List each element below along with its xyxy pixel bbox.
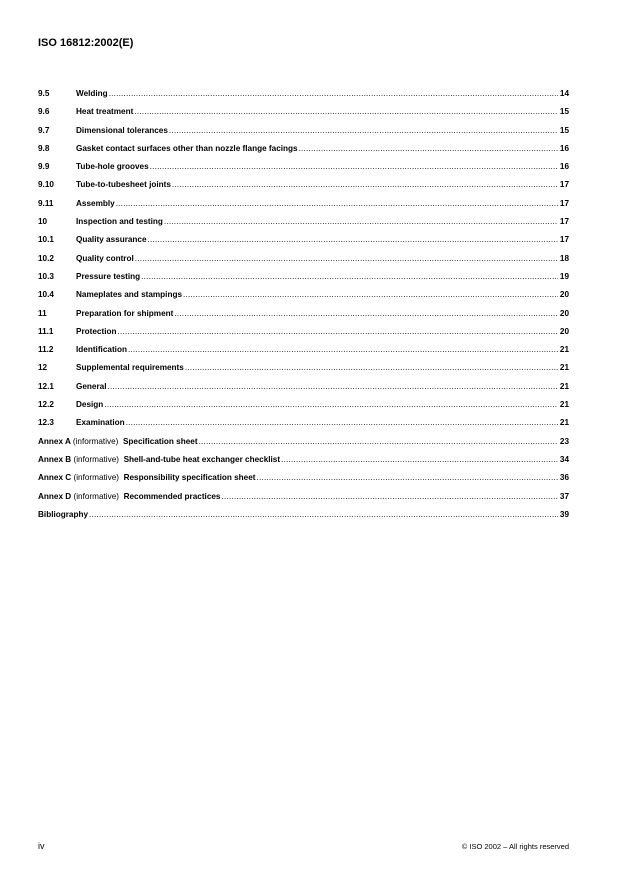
toc-entry[interactable] bbox=[38, 176, 569, 194]
toc-entry[interactable] bbox=[38, 140, 569, 158]
annex-label bbox=[38, 451, 124, 469]
dot-leader bbox=[150, 158, 558, 176]
dot-leader bbox=[134, 103, 558, 121]
toc-entry-page: 21 bbox=[559, 363, 569, 373]
toc-entry-page: 15 bbox=[559, 107, 569, 117]
toc-annex-entry[interactable] bbox=[38, 469, 569, 487]
toc-entry-number: 9.8 bbox=[38, 143, 50, 153]
toc-entry-number: 10.2 bbox=[38, 253, 54, 263]
toc-entry-page: 39 bbox=[559, 509, 569, 519]
toc-entry-title: Specification sheet bbox=[122, 436, 198, 446]
toc-entry-title: Gasket contact surfaces other than nozzle flange facings bbox=[76, 143, 298, 153]
toc-entry-title: Design bbox=[76, 400, 104, 410]
toc-bibliography-entry[interactable] bbox=[38, 506, 569, 524]
toc-entry-page: 14 bbox=[559, 89, 569, 98]
page-number: iv bbox=[38, 841, 45, 851]
dot-leader bbox=[104, 396, 558, 414]
toc-entry-title: Protection bbox=[76, 326, 117, 336]
annex-letter: Annex A bbox=[38, 436, 71, 446]
dot-leader bbox=[183, 286, 558, 304]
dot-leader bbox=[135, 250, 558, 268]
toc-entry-page: 21 bbox=[559, 400, 569, 410]
toc-entry-page: 17 bbox=[559, 235, 569, 245]
dot-leader bbox=[118, 323, 559, 341]
dot-leader bbox=[128, 341, 558, 359]
dot-leader bbox=[299, 140, 558, 158]
table-of-contents bbox=[38, 85, 569, 524]
toc-entry[interactable] bbox=[38, 341, 569, 359]
dot-leader bbox=[116, 195, 558, 213]
toc-entry-number: 9.5 bbox=[38, 89, 50, 98]
toc-entry[interactable] bbox=[38, 231, 569, 249]
toc-entry-title: Preparation for shipment bbox=[76, 308, 174, 318]
toc-entry-number: 11 bbox=[38, 308, 47, 318]
toc-entry-page: 17 bbox=[559, 217, 569, 227]
dot-leader bbox=[185, 359, 558, 377]
toc-entry-page: 21 bbox=[559, 345, 569, 355]
toc-entry-title: Dimensional tolerances bbox=[76, 125, 168, 135]
toc-entry[interactable] bbox=[38, 378, 569, 396]
toc-entry-title: Supplemental requirements bbox=[76, 363, 184, 373]
toc-entry-number: 12.2 bbox=[38, 400, 54, 410]
toc-entry-number: 10.4 bbox=[38, 290, 54, 300]
toc-annex-entry[interactable] bbox=[38, 451, 569, 469]
toc-entry-title: Quality assurance bbox=[76, 235, 147, 245]
toc-entry[interactable] bbox=[38, 122, 569, 140]
annex-letter: Annex B bbox=[38, 454, 72, 464]
toc-entry[interactable] bbox=[38, 359, 569, 377]
toc-entry-page: 20 bbox=[559, 308, 569, 318]
toc-annex-entry[interactable] bbox=[38, 488, 569, 506]
toc-entry-title: Inspection and testing bbox=[76, 217, 163, 227]
annex-label bbox=[38, 469, 124, 487]
toc-entry-title: Identification bbox=[76, 345, 127, 355]
toc-entry-page: 18 bbox=[559, 253, 569, 263]
toc-entry-number: 9.7 bbox=[38, 125, 50, 135]
annex-label bbox=[38, 433, 123, 451]
toc-entry-title: Quality control bbox=[76, 253, 134, 263]
annex-qualifier: (informative) bbox=[72, 436, 119, 446]
annex-qualifier: (informative) bbox=[73, 491, 119, 501]
dot-leader bbox=[172, 176, 558, 194]
toc-entry-page: 16 bbox=[559, 162, 569, 172]
toc-annex-entry[interactable] bbox=[38, 433, 569, 451]
annex-letter: Annex D bbox=[38, 491, 72, 501]
annex-qualifier: (informative) bbox=[73, 454, 119, 464]
toc-entry-number: 9.11 bbox=[38, 198, 54, 208]
toc-entry[interactable] bbox=[38, 250, 569, 268]
annex-letter: Annex C bbox=[38, 473, 72, 483]
dot-leader bbox=[281, 451, 558, 469]
dot-leader bbox=[89, 506, 558, 524]
toc-entry-number: 10.3 bbox=[38, 271, 54, 281]
toc-entry-page: 16 bbox=[559, 143, 569, 153]
toc-entry-title: Recommended practices bbox=[123, 491, 221, 501]
dot-leader bbox=[169, 122, 558, 140]
toc-entry-title: Bibliography bbox=[38, 509, 89, 519]
toc-entry-number: 9.10 bbox=[38, 180, 54, 190]
toc-entry-page: 34 bbox=[559, 454, 569, 464]
annex-label bbox=[38, 488, 124, 506]
toc-entry-page: 17 bbox=[559, 198, 569, 208]
toc-entry-title: General bbox=[76, 381, 107, 391]
toc-entry-page: 20 bbox=[559, 290, 569, 300]
toc-entry-page: 17 bbox=[559, 180, 569, 190]
toc-entry-number: 9.6 bbox=[38, 107, 50, 117]
toc-entry[interactable] bbox=[38, 396, 569, 414]
dot-leader bbox=[108, 378, 559, 396]
toc-entry[interactable] bbox=[38, 286, 569, 304]
toc-entry-number: 10 bbox=[38, 217, 48, 227]
toc-entry[interactable] bbox=[38, 323, 569, 341]
toc-entry-title: Responsibility specification sheet bbox=[123, 473, 256, 483]
toc-entry[interactable] bbox=[38, 213, 569, 231]
dot-leader bbox=[126, 414, 558, 432]
toc-entry-title: Tube-to-tubesheet joints bbox=[76, 180, 171, 190]
dot-leader bbox=[148, 231, 558, 249]
dot-leader bbox=[141, 268, 558, 286]
dot-leader bbox=[164, 213, 558, 231]
toc-entry-page: 21 bbox=[559, 381, 569, 391]
toc-entry-title: Welding bbox=[76, 89, 108, 98]
toc-entry-title: Assembly bbox=[76, 198, 115, 208]
toc-entry-title: Nameplates and stampings bbox=[76, 290, 183, 300]
toc-entry-page: 20 bbox=[559, 326, 569, 336]
toc-entry-title: Pressure testing bbox=[76, 271, 141, 281]
dot-leader bbox=[109, 85, 558, 103]
document-header: ISO 16812:2002(E) bbox=[38, 37, 134, 49]
toc-entry-page: 21 bbox=[559, 418, 569, 428]
toc-entry-number: 11.1 bbox=[38, 326, 54, 336]
dot-leader bbox=[257, 469, 558, 487]
toc-entry-number: 10.1 bbox=[38, 235, 54, 245]
toc-entry[interactable] bbox=[38, 195, 569, 213]
dot-leader bbox=[222, 488, 559, 506]
copyright-notice: © ISO 2002 – All rights reserved bbox=[461, 842, 569, 851]
toc-entry-number: 9.9 bbox=[38, 162, 50, 172]
toc-entry-number: 12.3 bbox=[38, 418, 54, 428]
toc-entry-title: Heat treatment bbox=[76, 107, 134, 117]
toc-entry-page: 19 bbox=[559, 271, 569, 281]
toc-entry-number: 12.1 bbox=[38, 381, 54, 391]
toc-entry-number: 11.2 bbox=[38, 345, 54, 355]
toc-entry[interactable] bbox=[38, 305, 569, 323]
dot-leader bbox=[199, 433, 558, 451]
toc-entry-title: Examination bbox=[76, 418, 125, 428]
toc-entry-page: 23 bbox=[559, 436, 569, 446]
toc-entry-page: 37 bbox=[559, 491, 569, 501]
toc-entry-page: 15 bbox=[559, 125, 569, 135]
toc-entry-title: Shell-and-tube heat exchanger checklist bbox=[123, 454, 281, 464]
toc-entry[interactable] bbox=[38, 85, 569, 103]
toc-entry[interactable] bbox=[38, 268, 569, 286]
toc-entry[interactable] bbox=[38, 158, 569, 176]
toc-entry-number: 12 bbox=[38, 363, 48, 373]
toc-entry[interactable] bbox=[38, 414, 569, 432]
toc-entry-title: Tube-hole grooves bbox=[76, 162, 149, 172]
dot-leader bbox=[174, 305, 558, 323]
toc-entry[interactable] bbox=[38, 103, 569, 121]
toc-entry-page: 36 bbox=[559, 473, 569, 483]
annex-qualifier: (informative) bbox=[73, 473, 119, 483]
